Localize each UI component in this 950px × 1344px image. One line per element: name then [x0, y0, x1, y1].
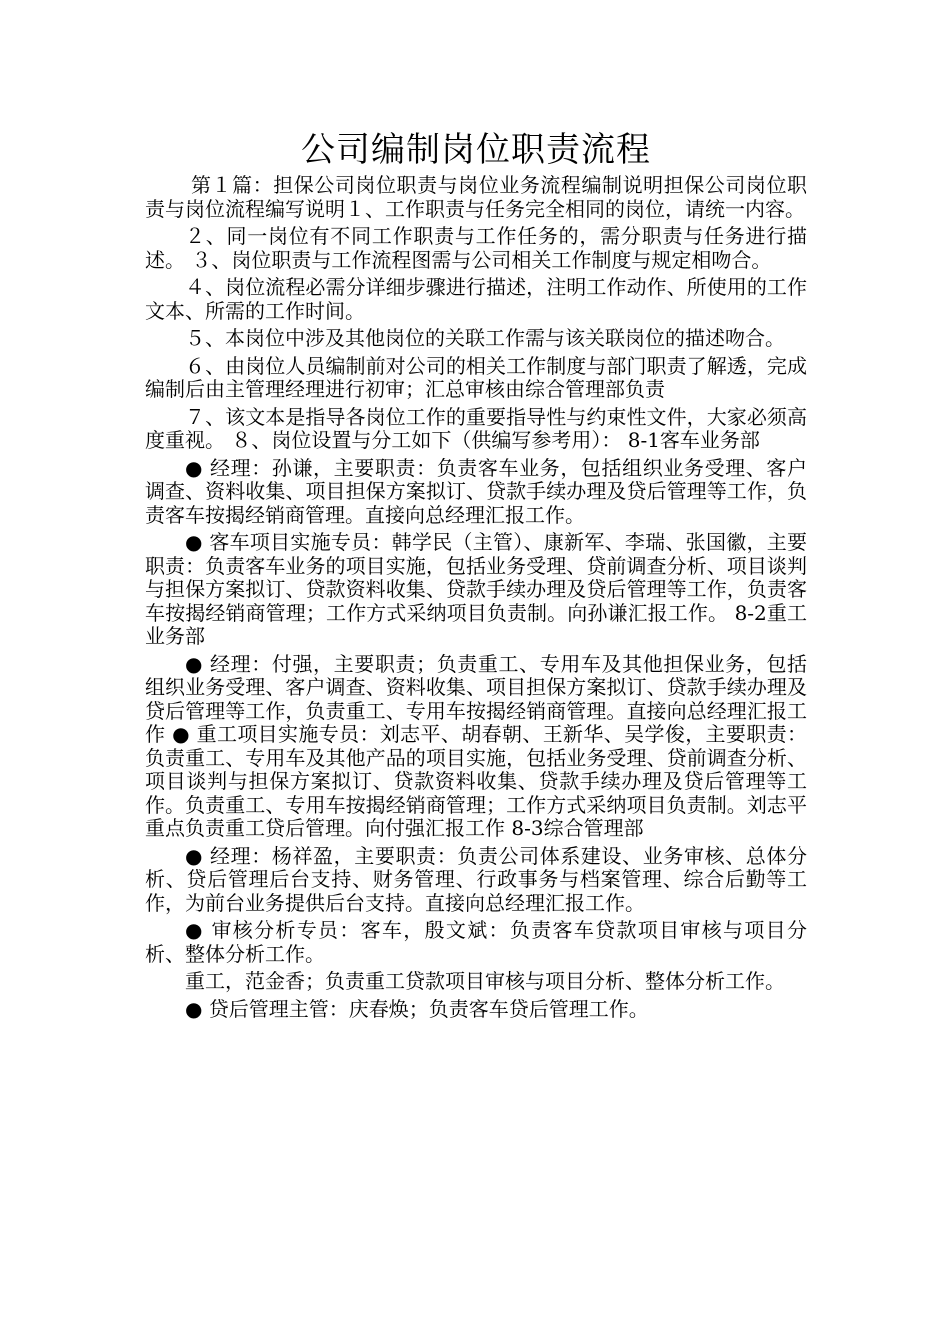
paragraph-item-7: ７、该文本是指导各岗位工作的重要指导性与约束性文件，大家必须高度重视。 ８、岗位设置与分工如下（供编写参考用）： 8-1客车业务部: [145, 404, 807, 452]
paragraph-item-4: ４、岗位流程必需分详细步骤进行描述，注明工作动作、所使用的工作文本、所需的工作时间。: [145, 275, 807, 323]
paragraph-item-2: ２、同一岗位有不同工作职责与工作任务的，需分职责与任务进行描述。 ３、岗位职责与工作流程图需与公司相关工作制度与规定相吻合。: [145, 224, 807, 272]
paragraph-item-6: ６、由岗位人员编制前对公司的相关工作制度与部门职责了解透，完成编制后由主管理经理进行初审；汇总审核由综合管理部负责: [145, 353, 807, 401]
paragraph-bus-manager: ● 经理：孙谦，主要职责：负责客车业务，包括组织业务受理、客户调查、资料收集、项目担保方案拟订、贷款手续办理及贷后管理等工作，负责客车按揭经销商管理。直接向总经理汇报工作。: [145, 455, 807, 527]
paragraph-heavy-review: 重工，范金香；负责重工贷款项目审核与项目分析、整体分析工作。: [185, 969, 785, 993]
document-page: [145, 128, 807, 1025]
paragraph-bus-specialists: ● 客车项目实施专员：韩学民（主管）、康新军、李瑞、张国徽，主要职责：负责客车业务的项目实施，包括业务受理、贷前调查分析、项目谈判与担保方案拟订、贷款资料收集、贷款手续办理及贷后管理等工作，负责客车按揭经销商管理；工作方式采纳项目负责制。向孙谦汇报工作。 8-2重工业务部: [145, 530, 807, 648]
document-title: 公司编制岗位职责流程: [301, 130, 651, 170]
paragraph-post-loan-supervisor: ● 贷后管理主管：庆春焕；负责客车贷后管理工作。: [185, 996, 649, 1021]
paragraph-review-specialist: ● 审核分析专员：客车，殷文斌：负责客车贷款项目审核与项目分析、整体分析工作。: [145, 918, 807, 966]
paragraph-admin-manager: ● 经理：杨祥盈，主要职责：负责公司体系建设、业务审核、总体分析、贷后管理后台支持、财务管理、行政事务与档案管理、综合后勤等工作，为前台业务提供后台支持。直接向总经理汇报工作。: [145, 843, 807, 915]
document-body: [145, 174, 807, 1021]
paragraph-item-5: ５、本岗位中涉及其他岗位的关联工作需与该关联岗位的描述吻合。: [185, 326, 785, 350]
paragraph-heavy-industry: ● 经理：付强，主要职责；负责重工、专用车及其他担保业务，包括组织业务受理、客户调查、资料收集、项目担保方案拟订、贷款手续办理及贷后管理等工作，负责重工、专用车按揭经销商管理。直接向总经理汇报工作 ● 重工项目实施专员：刘志平、胡春朝、王新华、吴学俊，主要职责：负责重工、专用车及其他产品的项目实施，包括业务受理、贷前调查分析、项目谈判与担保方案拟订、贷款资料收集、贷款手续办理及贷后管理等工作。负责重工、专用车按揭经销商管理；工作方式采纳项目负责制。刘志平重点负责重工贷后管理。向付强汇报工作 8-3综合管理部: [145, 651, 807, 840]
paragraph-intro: 第１篇：担保公司岗位职责与岗位业务流程编制说明担保公司岗位职责与岗位流程编写说明１、工作职责与任务完全相同的岗位，请统一内容。: [145, 173, 807, 221]
